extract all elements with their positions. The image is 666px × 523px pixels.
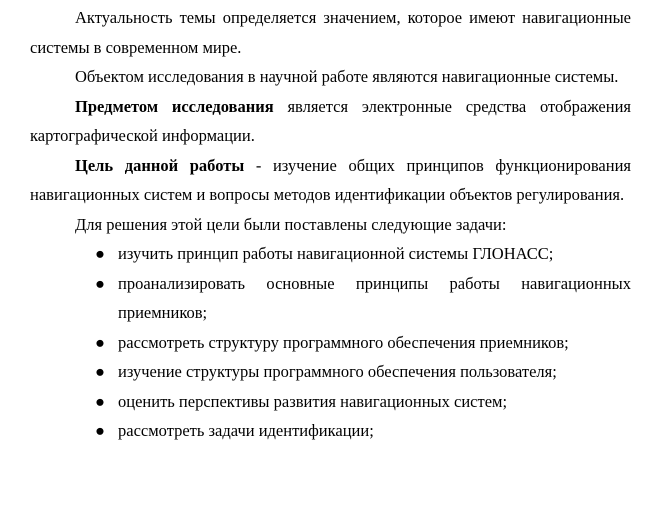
bullet-icon: ● (95, 362, 105, 381)
list-item (30, 328, 631, 358)
goal-text: - изучение общих принципов функционирования навигационных систем и вопросы методов идентификации объектов регулирования. (30, 155, 631, 204)
list-item-text: рассмотреть структуру программного обеспечения приемников; (118, 332, 569, 352)
list-item-text: проанализировать основные принципы работы навигационных приемников; (118, 273, 631, 322)
list-item-text: оценить перспективы развития навигационных систем; (118, 391, 508, 411)
paragraph-subject (30, 92, 631, 151)
subject-heading: Предметом исследования (75, 96, 274, 116)
list-item (30, 387, 631, 417)
paragraph-object: Объектом исследования в научной работе являются навигационные системы. (75, 67, 619, 86)
document-page (30, 3, 631, 446)
paragraph-relevance: Актуальность темы определяется значением, которое имеют навигационные системы в современном мире. (30, 8, 631, 57)
paragraph-tasks-intro: Для решения этой цели были поставлены следующие задачи: (75, 214, 507, 234)
paragraph-goal (30, 151, 631, 210)
list-item-text: рассмотреть задачи идентификации; (118, 421, 374, 440)
list-item-text: изучить принцип работы навигационной системы ГЛОНАСС; (118, 244, 554, 263)
bullet-icon: ● (95, 244, 105, 263)
bullet-icon: ● (95, 273, 105, 293)
subject-text: является электронные средства отображения картографической информации. (30, 96, 631, 145)
list-item (30, 357, 631, 387)
list-item (30, 239, 631, 269)
bullet-icon: ● (95, 421, 105, 440)
bullet-icon: ● (95, 332, 105, 352)
bullet-icon: ● (95, 391, 105, 411)
list-item-text: изучение структуры программного обеспечения пользователя; (118, 362, 557, 381)
list-item (30, 416, 631, 446)
task-list (30, 239, 631, 446)
goal-heading: Цель данной работы (75, 155, 245, 175)
list-item (30, 269, 631, 328)
